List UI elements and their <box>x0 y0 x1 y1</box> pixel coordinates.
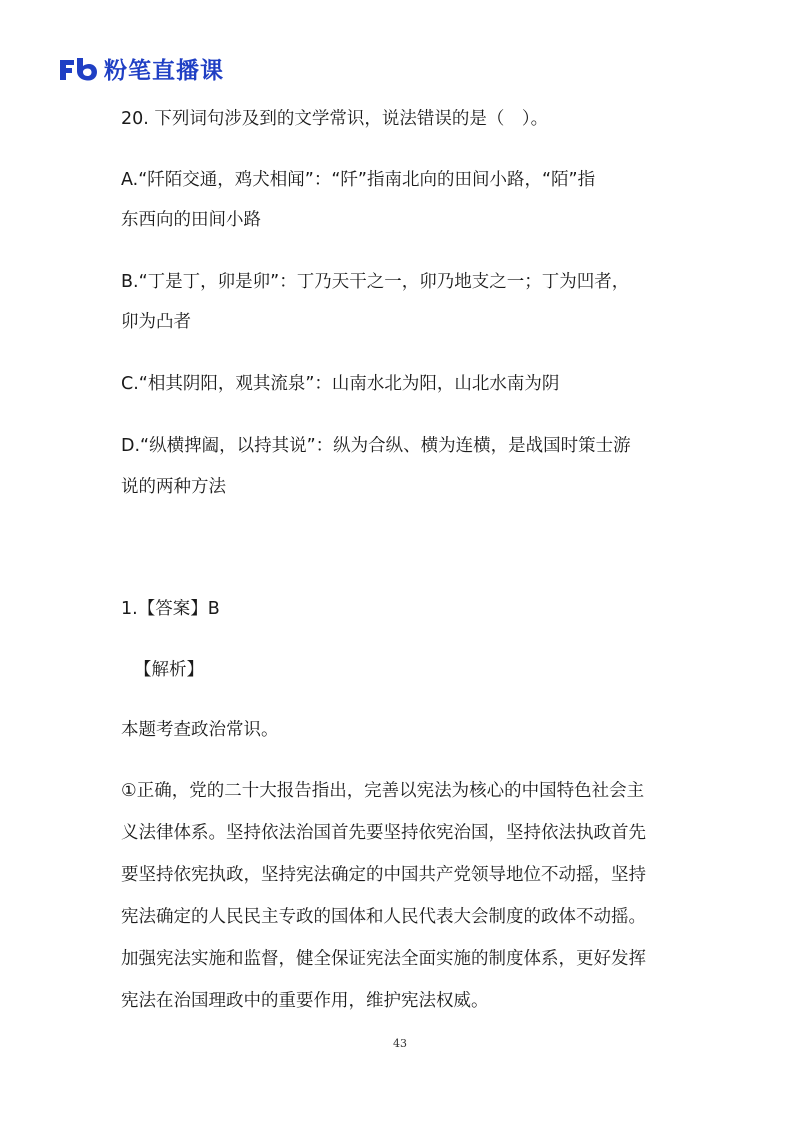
option-a-line2: 东西向的田间小路 <box>121 210 261 230</box>
option-b-line1: B.“丁是丁，卯是卯”：丁乃天干之一，卯乃地支之一；丁为凹者， <box>121 272 630 292</box>
option-b-line2: 卯为凸者 <box>121 312 191 332</box>
option-a-line1: A.“阡陌交通，鸡犬相闻”：“阡”指南北向的田间小路，“陌”指 <box>121 170 596 190</box>
option-c-line1: C.“相其阴阳，观其流泉”：山南水北为阳，山北水南为阴 <box>121 374 560 394</box>
analysis-paragraph-line: ①正确，党的二十大报告指出，完善以宪法为核心的中国特色社会主 <box>121 781 645 801</box>
option-d-line1: D.“纵横捭阖，以持其说”：纵为合纵、横为连横，是战国时策士游 <box>121 436 631 456</box>
analysis-label: 【解析】 <box>134 660 204 680</box>
option-d-line2: 说的两种方法 <box>121 477 226 497</box>
fb-logo-icon <box>58 56 98 82</box>
question-stem: 20. 下列词句涉及到的文学常识，说法错误的是（ ）。 <box>121 109 549 129</box>
analysis-paragraph-line: 加强宪法实施和监督，健全保证宪法全面实施的制度体系，更好发挥 <box>121 949 646 969</box>
analysis-intro: 本题考查政治常识。 <box>121 720 279 740</box>
brand-name: 粉笔直播课 <box>104 58 224 84</box>
analysis-paragraph-line: 要坚持依宪执政，坚持宪法确定的中国共产党领导地位不动摇，坚持 <box>121 865 646 885</box>
analysis-paragraph-line: 义法律体系。坚持依法治国首先要坚持依宪治国，坚持依法执政首先 <box>121 823 646 843</box>
analysis-paragraph-line: 宪法确定的人民民主专政的国体和人民代表大会制度的政体不动摇。 <box>121 907 646 927</box>
analysis-paragraph-line: 宪法在治国理政中的重要作用，维护宪法权威。 <box>121 991 489 1011</box>
answer-label: 1.【答案】B <box>121 599 220 619</box>
brand-logo <box>58 52 224 85</box>
page-number: 43 <box>393 1037 407 1050</box>
